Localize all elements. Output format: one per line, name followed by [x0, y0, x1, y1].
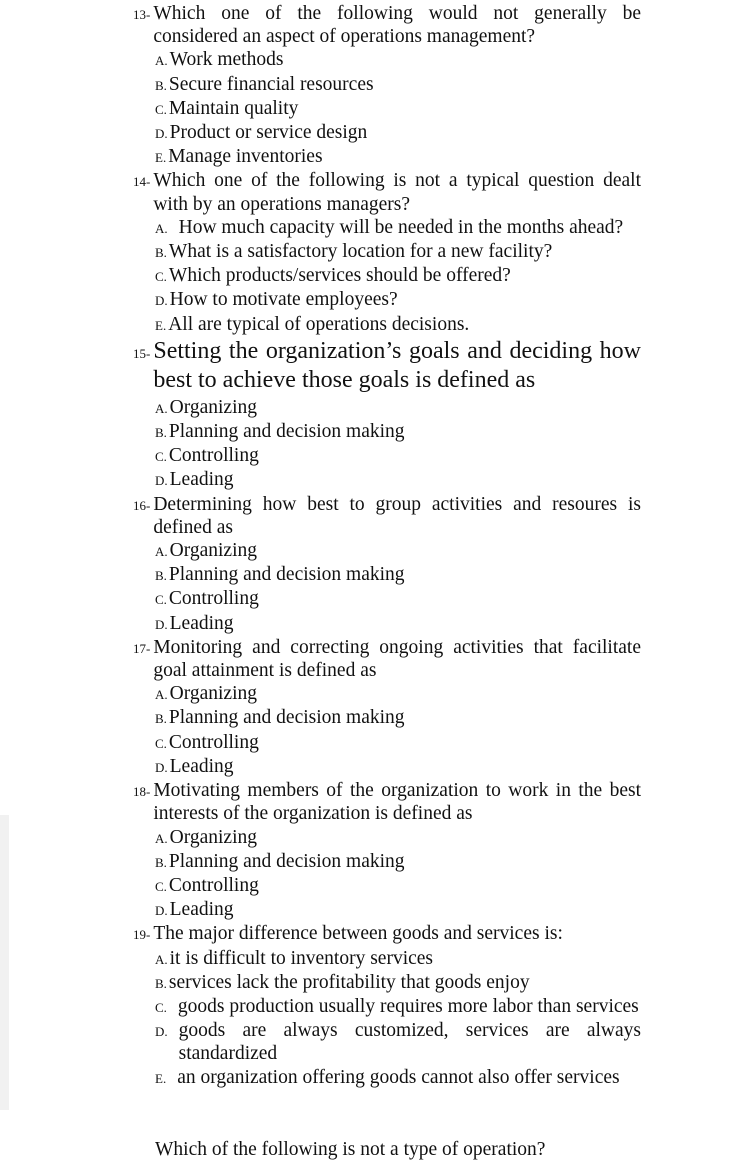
option-b[interactable]: [155, 850, 641, 874]
option-b[interactable]: [155, 240, 641, 264]
option-label: B.: [155, 568, 167, 584]
option-text: Controlling: [168, 445, 259, 467]
option-b[interactable]: [155, 971, 641, 995]
option-label: D.: [155, 126, 168, 142]
option-label: C.: [155, 878, 167, 894]
option-text: Which products/services should be offered?: [168, 265, 511, 287]
option-label: B.: [155, 245, 167, 261]
option-label: A.: [155, 220, 168, 236]
option-label: E.: [155, 1070, 167, 1086]
option-text: Organizing: [169, 396, 258, 418]
question-number: 14-: [133, 174, 151, 190]
option-text: Product or service design: [169, 122, 368, 144]
option-b[interactable]: [155, 73, 641, 97]
option-text: Organizing: [169, 826, 258, 848]
option-label: C.: [155, 449, 167, 465]
option-d[interactable]: [155, 288, 641, 312]
option-label: B.: [155, 711, 167, 727]
option-text: How much capacity will be needed in the months ahead?: [178, 216, 624, 238]
option-text: Planning and decision making: [168, 421, 405, 443]
option-a[interactable]: [155, 216, 641, 240]
question-text: Which one of the following is not a typical question dealt with by an operations managers?: [153, 170, 641, 215]
option-text: Leading: [169, 755, 234, 777]
option-label: D.: [155, 473, 168, 489]
option-label: C.: [155, 735, 167, 751]
option-text: Maintain quality: [168, 97, 299, 119]
option-label: B.: [155, 425, 167, 441]
option-label: B.: [155, 77, 167, 93]
option-text: All are typical of operations decisions.: [168, 313, 470, 335]
option-label: A.: [155, 544, 168, 560]
option-d[interactable]: [155, 121, 641, 145]
option-text: it is difficult to inventory services: [169, 947, 434, 969]
question-text: Setting the organization’s goals and deciding how best to achieve those goals is defined as: [153, 337, 641, 394]
option-d[interactable]: [155, 1019, 641, 1065]
option-text: Leading: [169, 899, 234, 921]
option-label: D.: [155, 293, 168, 309]
option-c[interactable]: [155, 264, 641, 288]
question-text: Motivating members of the organization to work in the best interests of the organization is defined as: [153, 780, 641, 825]
option-text: Controlling: [168, 588, 259, 610]
question-text: Determining how best to group activities and resoures is defined as: [153, 493, 641, 538]
option-b[interactable]: [155, 706, 641, 730]
option-a[interactable]: [155, 48, 641, 72]
option-label: A.: [155, 687, 168, 703]
option-a[interactable]: [155, 682, 641, 706]
option-e[interactable]: [155, 145, 641, 169]
question-number: 17-: [133, 640, 151, 656]
option-text: Controlling: [168, 731, 259, 753]
question-14: [133, 169, 641, 336]
option-e[interactable]: [155, 313, 641, 337]
question-16: [133, 493, 641, 636]
option-text: Secure financial resources: [168, 73, 374, 95]
option-c[interactable]: [155, 444, 641, 468]
question-15: [133, 337, 641, 493]
option-c[interactable]: [155, 874, 641, 898]
option-c[interactable]: [155, 731, 641, 755]
option-label: A.: [155, 951, 168, 967]
question-number: 16-: [133, 497, 151, 513]
question-number: 19-: [133, 927, 151, 943]
option-label: C.: [155, 269, 167, 285]
option-text: Planning and decision making: [168, 850, 405, 872]
option-text: goods are always customized, services are always standardized: [178, 1020, 641, 1065]
option-label: A.: [155, 400, 168, 416]
option-d[interactable]: [155, 898, 641, 922]
option-a[interactable]: [155, 826, 641, 850]
option-label: C.: [155, 101, 167, 117]
option-label: C.: [155, 999, 167, 1015]
option-label: C.: [155, 592, 167, 608]
option-text: Planning and decision making: [168, 564, 405, 586]
option-d[interactable]: [155, 755, 641, 779]
question-list: [133, 2, 641, 1090]
option-text: How to motivate employees?: [169, 289, 398, 311]
option-text: goods production usually requires more labor than services: [177, 995, 639, 1017]
question-text: Monitoring and correcting ongoing activities that facilitate goal attainment is defined as: [153, 636, 641, 682]
option-c[interactable]: [155, 97, 641, 121]
option-d[interactable]: [155, 468, 641, 492]
question-number: 15-: [133, 345, 151, 361]
option-c[interactable]: [155, 587, 641, 611]
option-label: D.: [155, 759, 168, 775]
question-13: [133, 2, 641, 169]
option-a[interactable]: [155, 396, 641, 420]
question-number: 18-: [133, 784, 151, 800]
option-text: Controlling: [168, 874, 259, 896]
option-e[interactable]: [155, 1066, 641, 1090]
question-17: [133, 636, 641, 779]
option-label: A.: [155, 53, 168, 69]
option-text: Manage inventories: [168, 146, 323, 168]
option-text: an organization offering goods cannot also offer services: [177, 1066, 620, 1088]
page-edge-shadow: [0, 815, 9, 1110]
option-text: Leading: [169, 612, 234, 634]
option-b[interactable]: [155, 563, 641, 587]
option-label: A.: [155, 830, 168, 846]
cut-off-next-question: Which of the following is not a type of operation?: [155, 1139, 546, 1160]
option-label: D.: [155, 903, 168, 919]
option-text: What is a satisfactory location for a new facility?: [168, 241, 553, 263]
option-a[interactable]: [155, 947, 641, 971]
option-label: E.: [155, 317, 167, 333]
option-b[interactable]: [155, 420, 641, 444]
question-text: The major difference between goods and services is:: [153, 923, 563, 945]
question-18: [133, 779, 641, 922]
question-text: Which one of the following would not generally be considered an aspect of operations management?: [153, 3, 641, 48]
option-text: Organizing: [169, 540, 258, 562]
option-c[interactable]: [155, 995, 641, 1019]
option-text: Work methods: [169, 49, 284, 71]
option-label: D.: [155, 616, 168, 632]
option-text: Leading: [169, 469, 234, 491]
option-label: B.: [155, 975, 167, 991]
question-number: 13-: [133, 7, 151, 22]
option-text: Organizing: [169, 683, 258, 705]
option-d[interactable]: [155, 612, 641, 636]
option-label: D.: [155, 1024, 168, 1040]
option-text: Planning and decision making: [168, 707, 405, 729]
option-text: services lack the profitability that goods enjoy: [168, 971, 530, 993]
option-label: E.: [155, 150, 167, 166]
question-19: [133, 922, 641, 1089]
option-label: B.: [155, 854, 167, 870]
option-a[interactable]: [155, 539, 641, 563]
